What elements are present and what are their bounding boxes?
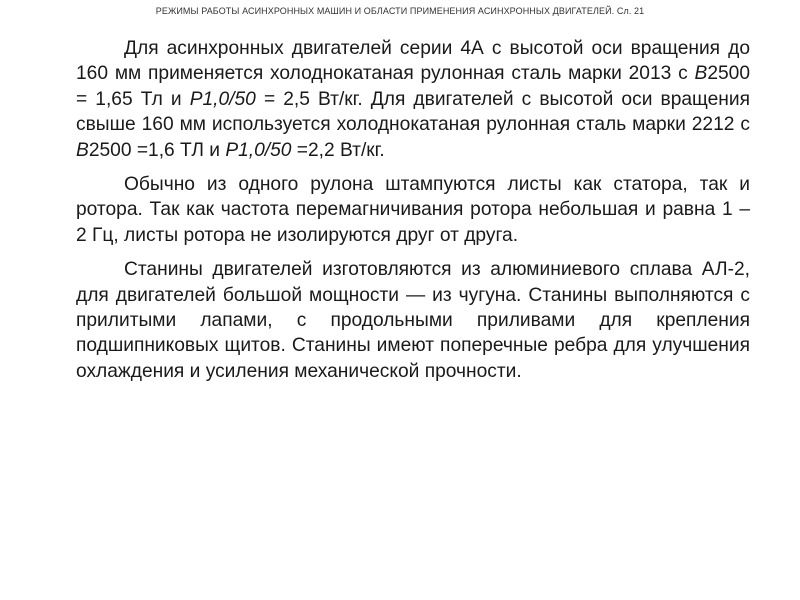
p1-text-2: 2500 = 1,65 Тл и bbox=[76, 63, 750, 110]
p1-symbol-p-1: P1,0/50 bbox=[189, 88, 256, 110]
slide-header-title: РЕЖИМЫ РАБОТЫ АСИНХРОННЫХ МАШИН И ОБЛАСТИ ПРИМЕНЕНИЯ АСИНХРОННЫХ ДВИГАТЕЛЕЙ. Сл. 21 bbox=[155, 6, 645, 16]
p1-text-5: =2,2 Вт/кг. bbox=[291, 139, 385, 161]
p1-symbol-b-1: B bbox=[694, 63, 708, 85]
p1-text-4: 2500 =1,6 ТЛ и bbox=[88, 139, 226, 161]
paragraph-steel-grades bbox=[76, 36, 750, 163]
paragraph-frames: Станины двигателей изготовляются из алюминиевого сплава АЛ-2, для двигателей большой мощности — из чугуна. Станины выполняются с прилитыми лапами, с продольными приливами для крепления подшипниковых щитов. Станины имеют поперечные ребра для улучшения охлаждения и усиления механической прочности. bbox=[76, 259, 750, 382]
slide-content bbox=[76, 36, 750, 393]
p1-symbol-p-2: P1,0/50 bbox=[225, 139, 292, 161]
paragraph-rotor-sheets: Обычно из одного рулона штампуются листы как статора, так и ротора. Так как частота перемагничивания ротора небольшая и равна 1 – 2 Гц, листы ротора не изолируются друг от друга. bbox=[76, 174, 750, 246]
p1-text-3: = 2,5 Вт/кг. Для двигателей с высотой оси вращения свыше 160 мм используется холоднокатаная рулонная сталь марки 2212 с bbox=[76, 88, 750, 136]
p1-symbol-b-2: B bbox=[76, 139, 89, 161]
p1-text-1: Для асинхронных двигателей серии 4А с высотой оси вращения до 160 мм применяется холоднокатаная рулонная сталь марки 2013 с bbox=[76, 38, 750, 85]
